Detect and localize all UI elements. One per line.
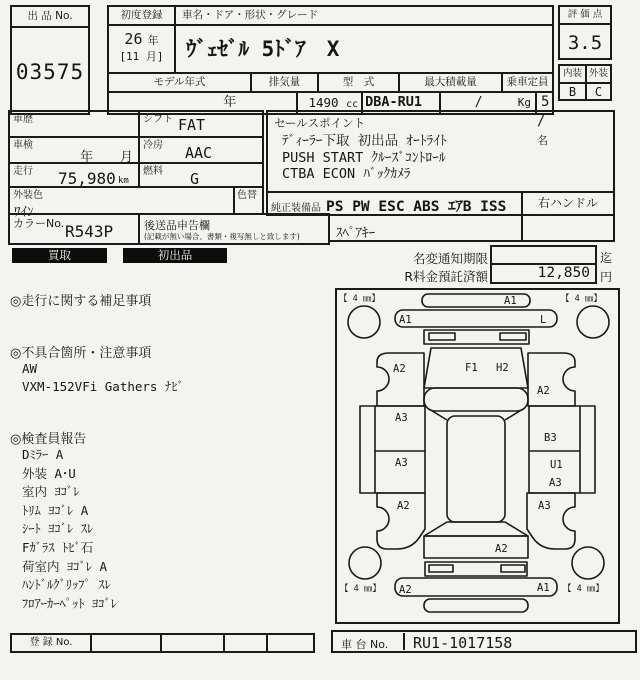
mileage-label: 走行 <box>13 166 33 177</box>
tread-front-left-label: 【 4 ㎜】 <box>339 294 380 304</box>
inspector-line: 荷室内 ﾖｺﾞﾚ A <box>22 558 108 574</box>
panel-label-rear-bumper-right: A1 <box>537 582 550 594</box>
first-registration-year: 26 <box>124 30 143 48</box>
later-items-value-cell <box>328 214 523 242</box>
panel-label-front-door-left: A3 <box>395 412 408 424</box>
name-change-box <box>490 245 597 265</box>
front-fender-right-shape <box>528 353 575 406</box>
panel-label-front-door-right: B3 <box>544 432 557 444</box>
panel-label-front-bumper: A1 <box>399 314 412 326</box>
lot-number-label: 出 品 No. <box>12 7 88 28</box>
later-items-note: (記載が無い場合、書類・複写無しと致します) <box>144 232 300 241</box>
sales-point-box <box>266 110 615 193</box>
panel-label-rear-bumper-left: A2 <box>399 584 412 596</box>
windshield-shape <box>424 388 528 411</box>
right-side-block <box>529 406 595 493</box>
inspector-title: ◎検査員報告 <box>10 432 87 447</box>
rear-bumper-shape <box>395 578 557 596</box>
grade-box <box>558 64 612 101</box>
tread-rear-left-label: 【 4 ㎜】 <box>340 584 381 594</box>
sales-point-line: ﾃﾞｨｰﾗｰ下取 初出品 ｵｰﾄﾗｲﾄ <box>282 133 447 149</box>
panel-label-h2: H2 <box>496 362 509 374</box>
equipment-cell <box>266 191 523 216</box>
headlight-left-shape <box>429 333 455 340</box>
ac-value: AAC <box>185 144 213 162</box>
equipment-value: PS PW ESC ABS ｴｱB ISS <box>326 199 507 215</box>
rear-window-shape <box>424 522 528 536</box>
inspector-line: ﾄﾘﾑ ﾖｺﾞﾚ A <box>22 502 89 518</box>
panel-label-tailgate: A2 <box>495 543 508 555</box>
panel-label-front-bumper-top: A1 <box>504 295 517 307</box>
registration-cell <box>162 635 225 651</box>
defects-lines <box>22 360 184 396</box>
panel-label-l: L <box>540 314 547 326</box>
model-year-label: モデル年式 <box>109 74 252 91</box>
sales-point-line: PUSH START ｸﾙｰｽﾞｺﾝﾄﾛｰﾙ <box>282 149 446 166</box>
score-value: 3.5 <box>567 31 603 54</box>
handle-value: 右ハンドル <box>537 196 598 210</box>
color-no-cell <box>8 213 140 245</box>
max-load-value: / Kg <box>441 93 537 115</box>
inspector-line: ﾊﾝﾄﾞﾙｸﾞﾘｯﾌﾟ ｽﾚ <box>22 577 111 593</box>
registration-cell <box>225 635 268 651</box>
panel-label-f1: F1 <box>465 362 478 374</box>
inspection-year-unit: 年 <box>80 150 94 165</box>
exterior-grade: C <box>594 85 603 99</box>
inspector-line: ｼｰﾄ ﾖｺﾞﾚ ｽﾚ <box>22 521 94 537</box>
body-color-cell <box>8 186 235 220</box>
defect-line: AW <box>22 361 38 376</box>
mileage-unit: km <box>118 176 129 186</box>
front-panel-shape <box>424 330 529 344</box>
model-year-value: 年 <box>109 93 298 115</box>
panel-label-rear-fender-left: A2 <box>397 500 410 512</box>
model-code-value: DBA-RU1 <box>363 93 441 115</box>
rear-bumper-bottom-shape <box>424 599 528 612</box>
roof-shape <box>447 416 505 522</box>
tire-rear-left <box>349 547 381 579</box>
handle-cell <box>521 191 615 216</box>
ac-cell <box>138 136 264 164</box>
recycle-fee-label: R料金預託済額 <box>404 269 488 284</box>
exterior-label: 外装 <box>588 68 608 79</box>
history-cell <box>8 110 140 138</box>
fuel-label: 燃料 <box>143 166 163 177</box>
interior-label: 内装 <box>560 66 587 82</box>
chassis-no-box <box>331 630 637 653</box>
handle-empty-cell <box>521 214 615 242</box>
panel-label-front-fender-left: A2 <box>393 363 406 375</box>
registration-cell <box>92 635 162 651</box>
left-side-block <box>360 406 425 493</box>
lot-number-value: 03575 <box>15 59 85 84</box>
capacity-label: 乗車定員 <box>506 76 549 88</box>
headlight-right-shape <box>500 333 526 340</box>
tire-rear-right <box>572 547 604 579</box>
tread-front-right-label: 【 4 ㎜】 <box>561 294 602 304</box>
panel-label-rear-door-right-u1: U1 <box>550 459 563 471</box>
tread-rear-right-label: 【 4 ㎜】 <box>563 584 604 594</box>
mileage-notes-title: ◎走行に関する補足事項 <box>10 294 152 309</box>
model-code-label: 型 式 <box>319 74 400 91</box>
name-change-suffix: 迄 <box>600 251 613 265</box>
panel-label-rear-fender-right: A3 <box>538 500 551 512</box>
inspector-line: 外装 A･U <box>22 465 76 481</box>
car-diagram-box <box>335 288 620 624</box>
registration-label: 登 録 No. <box>12 635 92 651</box>
first-registration-cell <box>109 26 176 72</box>
recycle-fee-box <box>490 263 597 284</box>
rear-panel-shape <box>425 562 527 576</box>
rear-fender-right-shape <box>527 493 575 549</box>
body-color-value: ﾜｲﾝ <box>14 205 34 220</box>
recycle-fee-suffix: 円 <box>600 270 613 284</box>
mileage-value: 75,980 <box>58 169 116 188</box>
inspector-line: Fｶﾞﾗｽ ﾄﾋﾞ石 <box>22 539 94 555</box>
first-registration-month: [11 月] <box>119 50 164 63</box>
displacement-value: 1490 cc <box>298 93 364 115</box>
defects-title: ◎不具合箇所・注意事項 <box>10 346 152 361</box>
equipment-label: 純正装備品 <box>271 203 321 214</box>
color-change-cell <box>233 186 264 215</box>
panel-label-rear-door-right-a3: A3 <box>549 477 562 489</box>
vehicle-name-header: 車名・ドア・形状・グレード <box>182 9 319 21</box>
ac-label: 冷房 <box>143 140 163 151</box>
later-items-value: ｽﾍﾟｱｷｰ <box>336 226 375 241</box>
first-registration-year-unit: 年 <box>147 34 159 47</box>
later-items-cell <box>138 213 330 245</box>
color-no-label: カラーNo. <box>13 217 65 230</box>
interior-grade: B <box>560 84 587 101</box>
inspection-cell <box>8 136 140 164</box>
score-box <box>558 5 612 60</box>
fuel-value: G <box>190 170 200 188</box>
sales-point-label: セールスポイント <box>274 116 365 130</box>
max-load-label: 最大積載量 <box>400 74 503 91</box>
taillight-right-shape <box>501 565 525 572</box>
registration-cell <box>268 635 313 651</box>
inspection-label: 車検 <box>13 140 33 151</box>
score-label: 評 価 点 <box>560 7 610 25</box>
later-items-label: 後送品申告欄 <box>144 219 210 232</box>
mileage-cell <box>8 162 140 188</box>
inspector-line: 室内 ﾖｺﾞﾚ <box>22 484 80 500</box>
recycle-fee-value: 12,850 <box>537 265 590 281</box>
lot-number-box <box>10 5 90 115</box>
history-label: 車歴 <box>13 114 33 125</box>
shift-cell <box>138 110 264 138</box>
tailgate-shape <box>424 536 528 558</box>
inspection-month-unit: 月 <box>120 150 134 165</box>
color-change-label: 色替 <box>237 190 257 201</box>
shift-value: FAT <box>178 116 206 134</box>
front-bumper-shape <box>395 310 557 327</box>
registration-table <box>10 633 315 653</box>
chassis-divider <box>403 633 405 650</box>
defect-line: VXM-152VFi Gathers ﾅﾋﾞ <box>22 379 184 394</box>
buy-badge: 買取 <box>12 248 107 263</box>
shift-label: シフト <box>143 114 173 125</box>
fuel-cell <box>138 162 264 188</box>
first-listing-badge: 初出品 <box>123 248 227 263</box>
tire-front-right <box>577 306 609 338</box>
vehicle-name-value: ｳﾞｪｾﾞﾙ 5ﾄﾞｱ X <box>186 37 340 61</box>
name-change-label: 名変通知期限 <box>412 251 488 266</box>
displacement-label: 排気量 <box>252 74 319 91</box>
color-no-value: R543P <box>65 222 114 241</box>
front-fender-left-shape <box>377 353 424 406</box>
inspector-lines <box>22 446 117 613</box>
chassis-no-value: RU1-1017158 <box>413 634 513 652</box>
capacity-value: 5 / 名 <box>537 94 550 147</box>
panel-label-rear-door-left: A3 <box>395 457 408 469</box>
tire-front-left <box>348 306 380 338</box>
sales-point-line: CTBA ECON ﾊﾞｯｸｶﾒﾗ <box>282 166 411 182</box>
chassis-no-label: 車 台 No. <box>341 638 389 651</box>
body-color-label: 外装色 <box>13 190 43 201</box>
first-registration-label: 初度登録 <box>109 7 176 24</box>
car-diagram <box>337 290 618 622</box>
inspector-line: Dﾐﾗｰ A <box>22 447 64 462</box>
panel-label-front-fender-right: A2 <box>537 385 550 397</box>
taillight-left-shape <box>429 565 453 572</box>
inspector-line: ﾌﾛｱｰｶｰﾍﾟｯﾄ ﾖｺﾞﾚ <box>22 595 118 611</box>
